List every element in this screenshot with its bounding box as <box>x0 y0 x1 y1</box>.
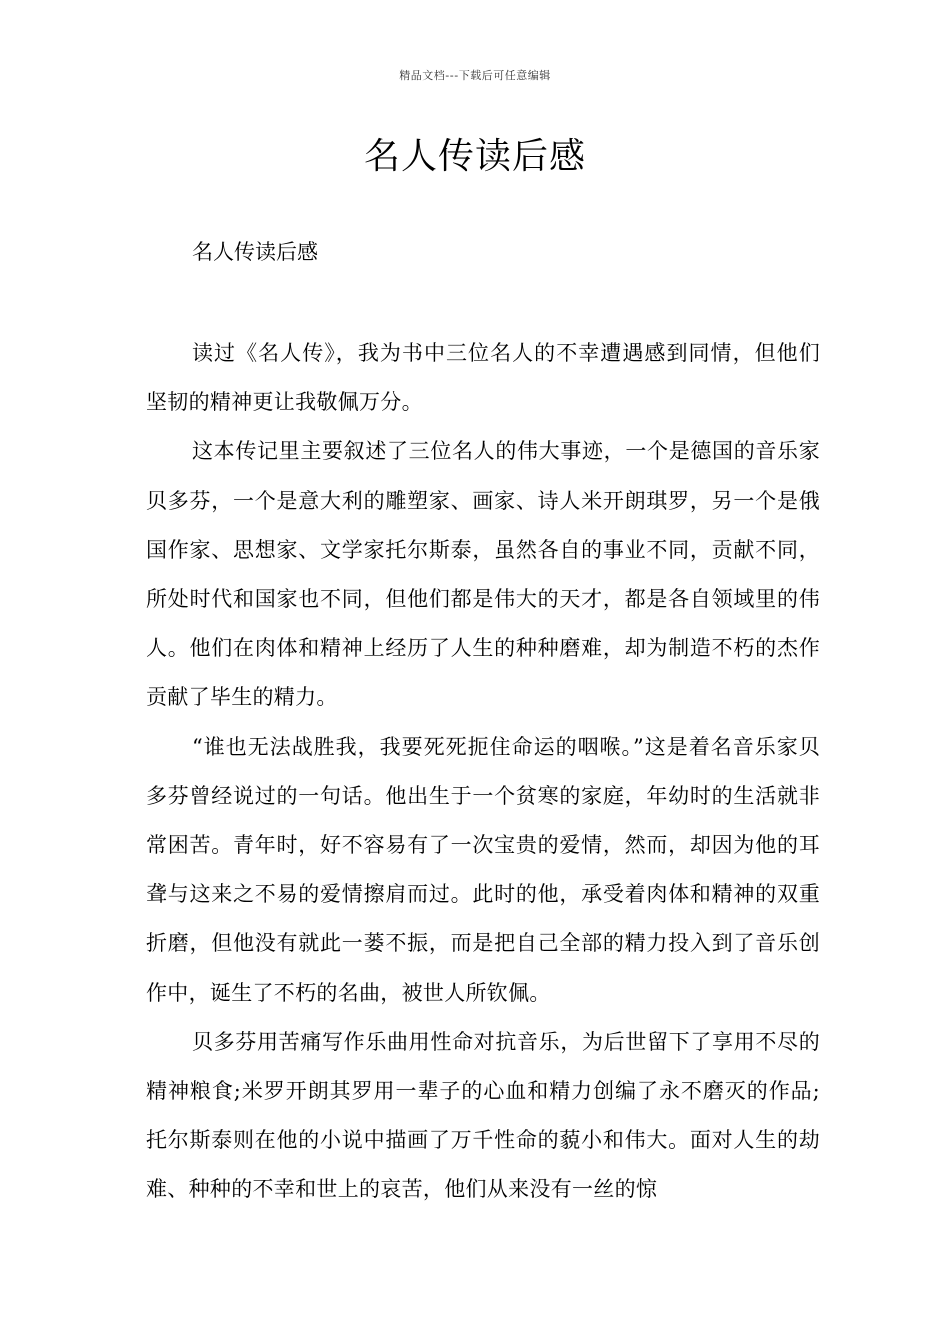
paragraph: “谁也无法战胜我，我要死死扼住命运的咽喉。”这是着名音乐家贝多芬曾经说过的一句话。他出生于一个贫寒的家庭，年幼时的生活就非常困苦。青年时，好不容易有了一次宝贵的爱情，然而，却因为他的耳聋与这来之不易的爱情擦肩而过。此时的他，承受着肉体和精神的双重折磨，但他没有就此一蒌不振，而是把自己全部的精力投入到了音乐创作中，诞生了不朽的名曲，被世人所钦佩。 <box>146 734 820 1005</box>
document-title: 名人传读后感 <box>363 136 586 177</box>
paragraph: 这本传记里主要叙述了三位名人的伟大事迹，一个是德国的音乐家贝多芬，一个是意大利的雕塑家、画家、诗人米开朗琪罗，另一个是俄国作家、思想家、文学家托尔斯泰，虽然各自的事业不同，贡献不同，所处时代和国家也不同，但他们都是伟大的天才，都是各自领域里的伟人。他们在肉体和精神上经历了人生的种种磨难，却为制造不朽的杰作贡献了毕生的精力。 <box>146 439 820 710</box>
paragraph: 读过《名人传》，我为书中三位名人的不幸遭遇感到同情，但他们坚韧的精神更让我敬佩万分。 <box>146 341 820 415</box>
document-subtitle: 名人传读后感 <box>192 240 318 264</box>
paragraph: 贝多芬用苦痛写作乐曲用性命对抗音乐，为后世留下了享用不尽的精神粮食;米罗开朗其罗用一辈子的心血和精力创编了永不磨灭的作品;托尔斯泰则在他的小说中描画了万千性命的藐小和伟大。面对人生的劫难、种种的不幸和世上的哀苦，他们从来没有一丝的惊 <box>146 1029 820 1202</box>
body-text <box>146 329 820 1215</box>
header-note: 精品文档---下载后可任意编辑 <box>399 69 551 82</box>
